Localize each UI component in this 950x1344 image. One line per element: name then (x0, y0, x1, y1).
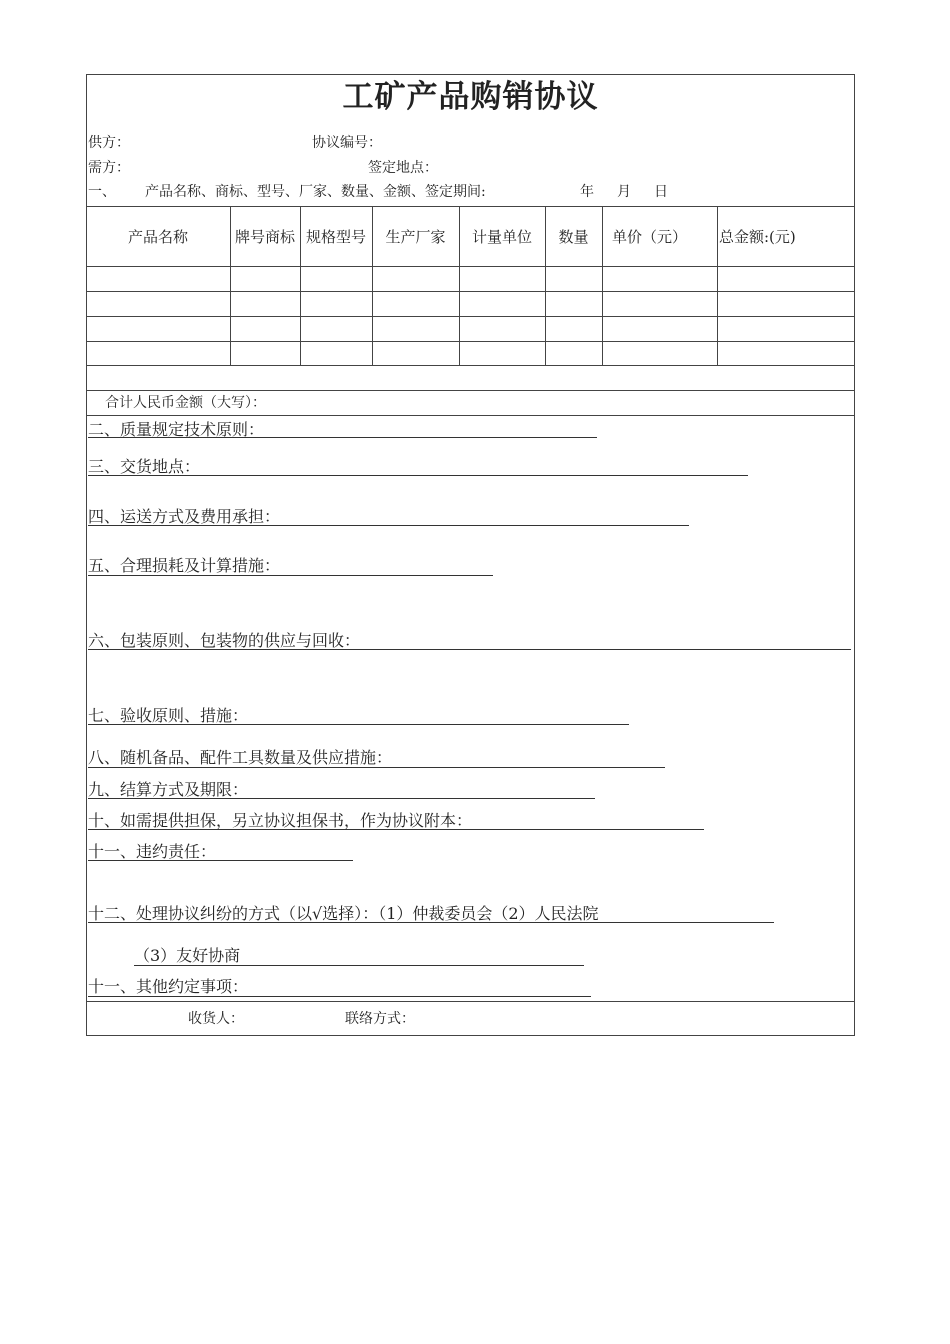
section-9-underline (88, 798, 595, 799)
section-11-liability: 十一、违约责任： (88, 842, 217, 861)
section-6-underline (88, 649, 851, 650)
agreement-no-label: 协议编号： (312, 135, 382, 151)
column-header: 牌号商标 (234, 227, 295, 246)
table-line (86, 291, 855, 292)
section-7-underline (88, 724, 629, 725)
section-7-inspection: 七、验收原则、措施： (88, 706, 249, 725)
section-13-other: 十一、其他约定事项： (88, 977, 249, 996)
table-line (86, 316, 855, 317)
supplier-label: 供方： (88, 135, 130, 151)
table-line (86, 390, 855, 391)
section-13-underline (88, 996, 591, 997)
year-label: 年 (580, 184, 594, 200)
section-8-spare-parts: 八、随机备品、配件工具数量及供应措施： (88, 748, 393, 767)
month-label: 月 (617, 184, 631, 200)
section-5-loss: 五、合理损耗及计算措施： (88, 556, 281, 575)
section-12-dispute: 十二、处理协议纠纷的方式（以√选择）：（1）仲裁委员会（2）人民法院 (88, 904, 599, 923)
day-label: 日 (654, 184, 668, 200)
contact-label: 联络方式： (345, 1011, 415, 1027)
section-6-packaging: 六、包装原则、包装物的供应与回收： (88, 631, 361, 650)
table-line (86, 341, 855, 342)
section-9-settlement: 九、结算方式及期限： (88, 780, 249, 799)
sign-place-label: 签定地点： (368, 160, 438, 176)
column-header: 单价（元） (612, 227, 688, 246)
section-12b-underline (134, 965, 584, 966)
section-4-underline (88, 525, 689, 526)
table-col-line (717, 206, 718, 365)
section-2-underline (88, 437, 597, 438)
buyer-label: 需方： (88, 160, 130, 176)
section-3-delivery: 三、交货地点： (88, 457, 201, 476)
section1-text: 产品名称、商标、型号、厂家、数量、金额、签定期间: (145, 184, 486, 200)
page-title: 工矿产品购销协议 (342, 79, 599, 115)
footer-divider (86, 1001, 855, 1002)
table-line (86, 266, 855, 267)
table-line (86, 415, 855, 416)
section-10-guarantee: 十、如需提供担保，另立协议担保书，作为协议附本： (88, 811, 473, 830)
total-amount-label: 合计人民币金额（大写）： (105, 395, 266, 411)
section-12-underline (88, 922, 774, 923)
section-8-underline (88, 767, 665, 768)
column-header: 规格型号 (305, 227, 366, 246)
section-4-transport: 四、运送方式及费用承担： (88, 507, 281, 526)
table-line (86, 365, 855, 366)
section-11-underline (88, 860, 353, 861)
section-5-underline (88, 575, 493, 576)
section-3-underline (88, 475, 748, 476)
section-2-quality: 二、质量规定技术原则： (88, 420, 265, 439)
receiver-label: 收货人： (188, 1011, 244, 1027)
section-12-option-3: （3）友好协商 (134, 946, 241, 965)
column-header: 总金额:(元) (719, 227, 796, 246)
column-header: 产品名称 (127, 227, 188, 246)
section1-number: 一、 (88, 184, 116, 200)
column-header: 计量单位 (471, 227, 532, 246)
section-10-underline (88, 829, 704, 830)
column-header: 数量 (558, 227, 589, 246)
column-header: 生产厂家 (385, 227, 446, 246)
